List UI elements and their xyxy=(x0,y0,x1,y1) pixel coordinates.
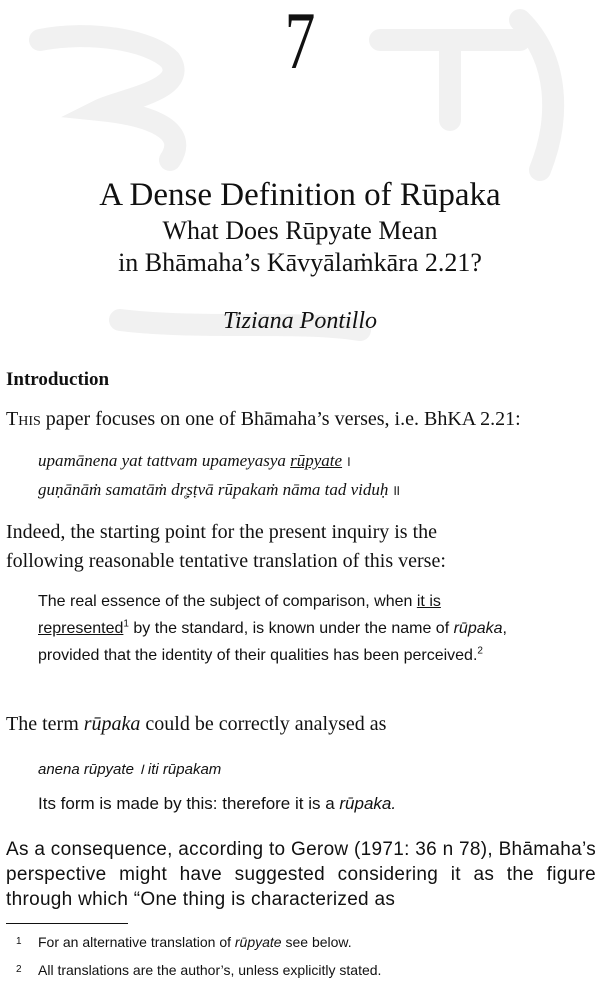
quote-text-1: The real essence of the subject of comparison, when xyxy=(38,593,417,610)
quote-underlined-2: represented xyxy=(38,620,124,637)
footnote-1 xyxy=(6,933,352,951)
chapter-subtitle-line-2: in Bhāmaha’s Kāvyālaṁkāra 2.21? xyxy=(118,248,482,277)
verse-line-1-text: upamānena yat tattvam upameyasya xyxy=(38,451,291,470)
footnote-1-italic: rūpyate xyxy=(234,934,282,950)
etymology-gloss xyxy=(38,794,396,814)
quote-italic-term: rūpaka xyxy=(453,620,503,637)
paragraph-2-italic: rūpaka xyxy=(83,713,141,735)
quote-text-2: by the standard, is known under the name of xyxy=(128,620,454,637)
footnote-1-text-a: For an alternative translation of xyxy=(38,934,235,950)
verse-line-2-text: guṇānāṁ samatāṁ dr̥ṣṭvā rūpakaṁ nāma tad viduḥ xyxy=(38,480,389,499)
footnote-1-text-b: see below. xyxy=(281,934,352,950)
verse-line-1 xyxy=(38,451,351,471)
gloss-italic: rūpaka. xyxy=(339,794,397,813)
chapter-subtitle-line-1: What Does Rūpyate Mean xyxy=(162,216,438,245)
paragraph-2 xyxy=(6,712,594,736)
paragraph-1-line-2: following reasonable tentative translation of this verse: xyxy=(6,550,446,572)
quote-text-3: , provided that the identity of their qualities has been perceived. xyxy=(38,620,507,664)
verse-danda: । xyxy=(342,455,351,470)
block-quote-translation xyxy=(38,588,568,669)
intro-text: paper focuses on one of Bhāmaha’s verses, i.e. BhKA 2.21: xyxy=(40,408,521,430)
quote-underlined-1: it is xyxy=(416,593,441,610)
etymology-line: anena rūpyate । iti rūpakam xyxy=(38,761,222,778)
paragraph-1-line-1: Indeed, the starting point for the present inquiry is the xyxy=(6,521,438,543)
section-heading: Introduction xyxy=(6,369,110,390)
verse-double-danda: ॥ xyxy=(388,484,401,499)
verse-underlined-word: rūpyate xyxy=(290,451,343,470)
footnote-ref-2[interactable]: 2 xyxy=(477,645,483,657)
paragraph-2-text-a: The term xyxy=(6,713,84,735)
footnote-1-number: 1 xyxy=(16,936,22,947)
gloss-text: Its form is made by this: therefore it is a xyxy=(38,794,340,813)
intro-small-caps: This xyxy=(6,408,41,430)
footnote-2 xyxy=(6,961,381,979)
footnote-2-number: 2 xyxy=(16,964,22,975)
chapter-number: 7 xyxy=(284,0,316,86)
author-name: Tiziana Pontillo xyxy=(222,308,378,334)
verse-line-2 xyxy=(38,480,400,500)
paragraph-3: As a consequence, according to Gerow (1971: 36 n 78), Bhāmaha’s perspective might have suggested considering it as the figure through which “One thing is characterized as xyxy=(6,839,596,910)
footnote-rule xyxy=(6,923,128,924)
chapter-title: A Dense Definition of Rūpaka xyxy=(99,177,501,213)
footnote-2-text: All translations are the author’s, unless explicitly stated. xyxy=(38,962,382,978)
paragraph-2-text-b: could be correctly analysed as xyxy=(140,713,387,735)
intro-paragraph xyxy=(6,407,594,431)
footnote-ref-1[interactable]: 1 xyxy=(123,618,129,630)
